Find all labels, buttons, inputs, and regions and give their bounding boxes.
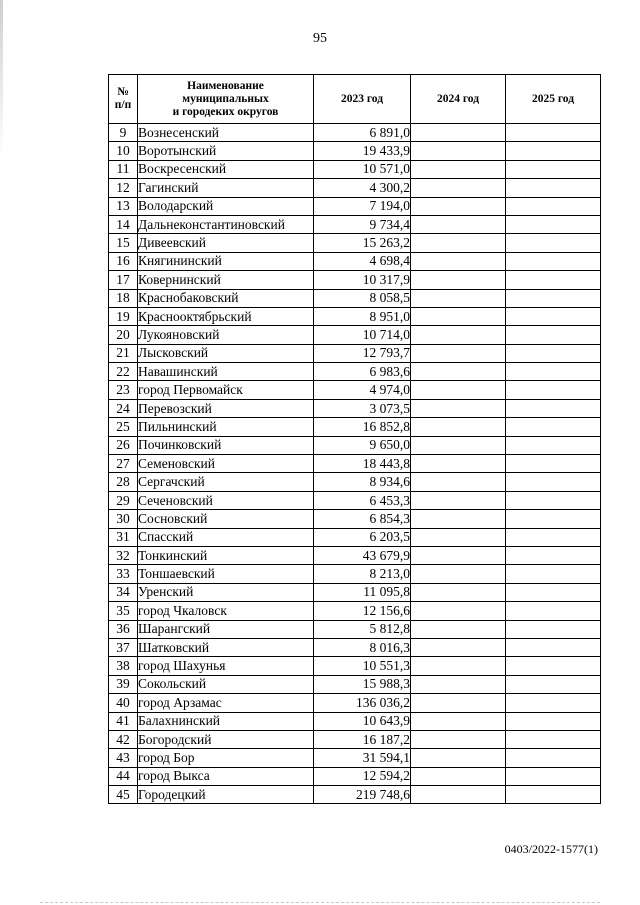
- row-number-cell: 20: [109, 326, 138, 344]
- value-2024-cell: [411, 252, 506, 270]
- table-row: [109, 657, 601, 675]
- value-2024-cell: [411, 418, 506, 436]
- value-2023-cell: 12 793,7: [314, 344, 411, 362]
- value-2024-cell: [411, 602, 506, 620]
- municipality-name-cell: Краснобаковский: [138, 289, 314, 307]
- municipality-name-cell: Сокольский: [138, 675, 314, 693]
- table-row: [109, 546, 601, 564]
- header-2024: 2024 год: [411, 75, 506, 124]
- table-row: [109, 307, 601, 325]
- row-number-cell: 17: [109, 271, 138, 289]
- value-2024-cell: [411, 730, 506, 748]
- municipality-name-cell: Сергачский: [138, 473, 314, 491]
- municipality-name-cell: Краснооктябрьский: [138, 307, 314, 325]
- value-2025-cell: [506, 289, 601, 307]
- value-2024-cell: [411, 491, 506, 509]
- table-row: [109, 326, 601, 344]
- value-2025-cell: [506, 436, 601, 454]
- header-name-line: Наименование: [187, 79, 264, 92]
- value-2023-cell: 10 571,0: [314, 160, 411, 178]
- table-row: [109, 142, 601, 160]
- municipality-name-cell: Пильнинский: [138, 418, 314, 436]
- value-2025-cell: [506, 252, 601, 270]
- row-number-cell: 10: [109, 142, 138, 160]
- value-2024-cell: [411, 473, 506, 491]
- header-name-line: и городеких округов: [172, 105, 279, 118]
- table-row: [109, 510, 601, 528]
- municipality-name-cell: Перевозский: [138, 399, 314, 417]
- row-number-cell: 44: [109, 767, 138, 785]
- value-2023-cell: 6 453,3: [314, 491, 411, 509]
- row-number-cell: 26: [109, 436, 138, 454]
- table-row: [109, 767, 601, 785]
- value-2024-cell: [411, 363, 506, 381]
- value-2024-cell: [411, 528, 506, 546]
- municipality-name-cell: Навашинский: [138, 363, 314, 381]
- municipality-name-cell: Шарангский: [138, 620, 314, 638]
- value-2023-cell: 8 016,3: [314, 638, 411, 656]
- row-number-cell: 19: [109, 307, 138, 325]
- row-number-cell: 15: [109, 234, 138, 252]
- value-2024-cell: [411, 307, 506, 325]
- row-number-cell: 32: [109, 546, 138, 564]
- value-2023-cell: 136 036,2: [314, 694, 411, 712]
- table-row: [109, 620, 601, 638]
- table-row: [109, 215, 601, 233]
- value-2025-cell: [506, 160, 601, 178]
- value-2024-cell: [411, 786, 506, 804]
- municipality-name-cell: Вознесенский: [138, 124, 314, 142]
- value-2024-cell: [411, 142, 506, 160]
- value-2025-cell: [506, 215, 601, 233]
- row-number-cell: 41: [109, 712, 138, 730]
- value-2023-cell: 8 934,6: [314, 473, 411, 491]
- value-2023-cell: 15 263,2: [314, 234, 411, 252]
- table-row: [109, 473, 601, 491]
- table-row: [109, 455, 601, 473]
- value-2023-cell: 10 714,0: [314, 326, 411, 344]
- value-2025-cell: [506, 473, 601, 491]
- row-number-cell: 13: [109, 197, 138, 215]
- table-row: [109, 252, 601, 270]
- municipality-name-cell: Городецкий: [138, 786, 314, 804]
- table-row: [109, 179, 601, 197]
- municipality-name-cell: Дальнеконстантиновский: [138, 215, 314, 233]
- value-2023-cell: 43 679,9: [314, 546, 411, 564]
- value-2023-cell: 16 852,8: [314, 418, 411, 436]
- value-2024-cell: [411, 620, 506, 638]
- row-number-cell: 34: [109, 583, 138, 601]
- table-row: [109, 399, 601, 417]
- value-2025-cell: [506, 234, 601, 252]
- value-2025-cell: [506, 749, 601, 767]
- table-row: [109, 602, 601, 620]
- value-2025-cell: [506, 491, 601, 509]
- value-2023-cell: 19 433,9: [314, 142, 411, 160]
- municipality-name-cell: Починковский: [138, 436, 314, 454]
- value-2023-cell: 16 187,2: [314, 730, 411, 748]
- table-row: [109, 436, 601, 454]
- municipality-name-cell: город Чкаловск: [138, 602, 314, 620]
- table-row: [109, 381, 601, 399]
- row-number-cell: 37: [109, 638, 138, 656]
- value-2024-cell: [411, 399, 506, 417]
- table-row: [109, 786, 601, 804]
- row-number-cell: 36: [109, 620, 138, 638]
- table-row: [109, 491, 601, 509]
- header-num: [109, 75, 138, 124]
- value-2024-cell: [411, 381, 506, 399]
- row-number-cell: 16: [109, 252, 138, 270]
- value-2023-cell: 6 203,5: [314, 528, 411, 546]
- value-2023-cell: 10 317,9: [314, 271, 411, 289]
- municipality-name-cell: Шатковский: [138, 638, 314, 656]
- value-2025-cell: [506, 197, 601, 215]
- table-header: [109, 75, 601, 124]
- value-2025-cell: [506, 455, 601, 473]
- table-row: [109, 289, 601, 307]
- table-row: [109, 271, 601, 289]
- header-name-line: муниципальных: [182, 92, 269, 105]
- value-2025-cell: [506, 344, 601, 362]
- table-row: [109, 583, 601, 601]
- value-2023-cell: 15 988,3: [314, 675, 411, 693]
- value-2023-cell: 4 300,2: [314, 179, 411, 197]
- value-2025-cell: [506, 786, 601, 804]
- municipality-name-cell: Тонкинский: [138, 546, 314, 564]
- row-number-cell: 27: [109, 455, 138, 473]
- value-2024-cell: [411, 638, 506, 656]
- row-number-cell: 25: [109, 418, 138, 436]
- value-2023-cell: 6 891,0: [314, 124, 411, 142]
- municipality-name-cell: Богородский: [138, 730, 314, 748]
- row-number-cell: 33: [109, 565, 138, 583]
- municipality-name-cell: Воскресенский: [138, 160, 314, 178]
- municipality-name-cell: Уренский: [138, 583, 314, 601]
- scan-edge-mark: [0, 0, 3, 160]
- value-2023-cell: 12 156,6: [314, 602, 411, 620]
- table-row: [109, 730, 601, 748]
- municipality-name-cell: город Выкса: [138, 767, 314, 785]
- value-2023-cell: 5 812,8: [314, 620, 411, 638]
- municipality-name-cell: Семеновский: [138, 455, 314, 473]
- value-2023-cell: 18 443,8: [314, 455, 411, 473]
- value-2023-cell: 7 194,0: [314, 197, 411, 215]
- value-2024-cell: [411, 565, 506, 583]
- value-2025-cell: [506, 602, 601, 620]
- municipality-name-cell: Сосновский: [138, 510, 314, 528]
- municipality-name-cell: Володарский: [138, 197, 314, 215]
- value-2025-cell: [506, 638, 601, 656]
- header-2025: 2025 год: [506, 75, 601, 124]
- value-2024-cell: [411, 234, 506, 252]
- value-2025-cell: [506, 399, 601, 417]
- value-2023-cell: 10 643,9: [314, 712, 411, 730]
- row-number-cell: 22: [109, 363, 138, 381]
- row-number-cell: 28: [109, 473, 138, 491]
- municipality-name-cell: Гагинский: [138, 179, 314, 197]
- municipality-name-cell: Тоншаевский: [138, 565, 314, 583]
- value-2023-cell: 8 058,5: [314, 289, 411, 307]
- value-2025-cell: [506, 712, 601, 730]
- value-2024-cell: [411, 510, 506, 528]
- value-2024-cell: [411, 436, 506, 454]
- value-2025-cell: [506, 326, 601, 344]
- row-number-cell: 23: [109, 381, 138, 399]
- table-row: [109, 363, 601, 381]
- municipality-name-cell: Воротынский: [138, 142, 314, 160]
- value-2023-cell: 8 213,0: [314, 565, 411, 583]
- value-2024-cell: [411, 675, 506, 693]
- row-number-cell: 30: [109, 510, 138, 528]
- table-row: [109, 675, 601, 693]
- value-2023-cell: 9 650,0: [314, 436, 411, 454]
- value-2023-cell: 219 748,6: [314, 786, 411, 804]
- header-num-line: п/п: [114, 99, 132, 111]
- value-2024-cell: [411, 767, 506, 785]
- value-2024-cell: [411, 455, 506, 473]
- value-2023-cell: 4 974,0: [314, 381, 411, 399]
- value-2023-cell: 31 594,1: [314, 749, 411, 767]
- row-number-cell: 39: [109, 675, 138, 693]
- value-2025-cell: [506, 363, 601, 381]
- value-2025-cell: [506, 620, 601, 638]
- municipality-name-cell: Лукояновский: [138, 326, 314, 344]
- table-row: [109, 234, 601, 252]
- value-2024-cell: [411, 344, 506, 362]
- municipality-name-cell: город Арзамас: [138, 694, 314, 712]
- municipality-name-cell: город Шахунья: [138, 657, 314, 675]
- table-row: [109, 160, 601, 178]
- row-number-cell: 24: [109, 399, 138, 417]
- value-2024-cell: [411, 197, 506, 215]
- row-number-cell: 29: [109, 491, 138, 509]
- value-2025-cell: [506, 694, 601, 712]
- municipality-name-cell: Ковернинский: [138, 271, 314, 289]
- value-2024-cell: [411, 326, 506, 344]
- value-2024-cell: [411, 289, 506, 307]
- value-2025-cell: [506, 730, 601, 748]
- table-row: [109, 197, 601, 215]
- table-row: [109, 124, 601, 142]
- row-number-cell: 42: [109, 730, 138, 748]
- row-number-cell: 18: [109, 289, 138, 307]
- table-row: [109, 418, 601, 436]
- value-2025-cell: [506, 510, 601, 528]
- value-2025-cell: [506, 179, 601, 197]
- row-number-cell: 12: [109, 179, 138, 197]
- value-2025-cell: [506, 124, 601, 142]
- value-2025-cell: [506, 142, 601, 160]
- value-2023-cell: 6 983,6: [314, 363, 411, 381]
- row-number-cell: 21: [109, 344, 138, 362]
- value-2023-cell: 9 734,4: [314, 215, 411, 233]
- budget-table: [108, 74, 601, 804]
- table-row: [109, 694, 601, 712]
- value-2024-cell: [411, 749, 506, 767]
- bottom-scan-marks: [40, 900, 600, 903]
- value-2024-cell: [411, 179, 506, 197]
- value-2024-cell: [411, 694, 506, 712]
- row-number-cell: 40: [109, 694, 138, 712]
- value-2024-cell: [411, 712, 506, 730]
- value-2023-cell: 11 095,8: [314, 583, 411, 601]
- municipality-name-cell: город Бор: [138, 749, 314, 767]
- header-2023: 2023 год: [314, 75, 411, 124]
- row-number-cell: 35: [109, 602, 138, 620]
- document-code: 0403/2022-1577(1): [504, 842, 598, 856]
- value-2023-cell: 8 951,0: [314, 307, 411, 325]
- value-2023-cell: 4 698,4: [314, 252, 411, 270]
- value-2024-cell: [411, 583, 506, 601]
- value-2025-cell: [506, 767, 601, 785]
- value-2025-cell: [506, 418, 601, 436]
- header-num-line: №: [117, 86, 129, 98]
- value-2025-cell: [506, 546, 601, 564]
- value-2023-cell: 12 594,2: [314, 767, 411, 785]
- row-number-cell: 31: [109, 528, 138, 546]
- municipality-name-cell: город Первомайск: [138, 381, 314, 399]
- row-number-cell: 9: [109, 124, 138, 142]
- value-2024-cell: [411, 160, 506, 178]
- table-row: [109, 749, 601, 767]
- municipality-name-cell: Спасский: [138, 528, 314, 546]
- header-name: [138, 75, 314, 124]
- table-row: [109, 712, 601, 730]
- table-row: [109, 344, 601, 362]
- table-body: [109, 124, 601, 804]
- row-number-cell: 45: [109, 786, 138, 804]
- table-row: [109, 565, 601, 583]
- value-2024-cell: [411, 124, 506, 142]
- value-2024-cell: [411, 271, 506, 289]
- value-2024-cell: [411, 657, 506, 675]
- value-2025-cell: [506, 307, 601, 325]
- table-row: [109, 638, 601, 656]
- municipality-name-cell: Лысковский: [138, 344, 314, 362]
- value-2023-cell: 6 854,3: [314, 510, 411, 528]
- row-number-cell: 14: [109, 215, 138, 233]
- value-2025-cell: [506, 528, 601, 546]
- municipality-name-cell: Княгининский: [138, 252, 314, 270]
- table-row: [109, 528, 601, 546]
- row-number-cell: 43: [109, 749, 138, 767]
- municipality-name-cell: Балахнинский: [138, 712, 314, 730]
- row-number-cell: 38: [109, 657, 138, 675]
- value-2025-cell: [506, 565, 601, 583]
- municipality-name-cell: Дивеевский: [138, 234, 314, 252]
- value-2025-cell: [506, 583, 601, 601]
- value-2024-cell: [411, 215, 506, 233]
- value-2025-cell: [506, 271, 601, 289]
- row-number-cell: 11: [109, 160, 138, 178]
- page-number: 95: [313, 31, 327, 46]
- value-2023-cell: 3 073,5: [314, 399, 411, 417]
- value-2025-cell: [506, 381, 601, 399]
- municipality-name-cell: Сеченовский: [138, 491, 314, 509]
- value-2024-cell: [411, 546, 506, 564]
- value-2025-cell: [506, 657, 601, 675]
- value-2025-cell: [506, 675, 601, 693]
- value-2023-cell: 10 551,3: [314, 657, 411, 675]
